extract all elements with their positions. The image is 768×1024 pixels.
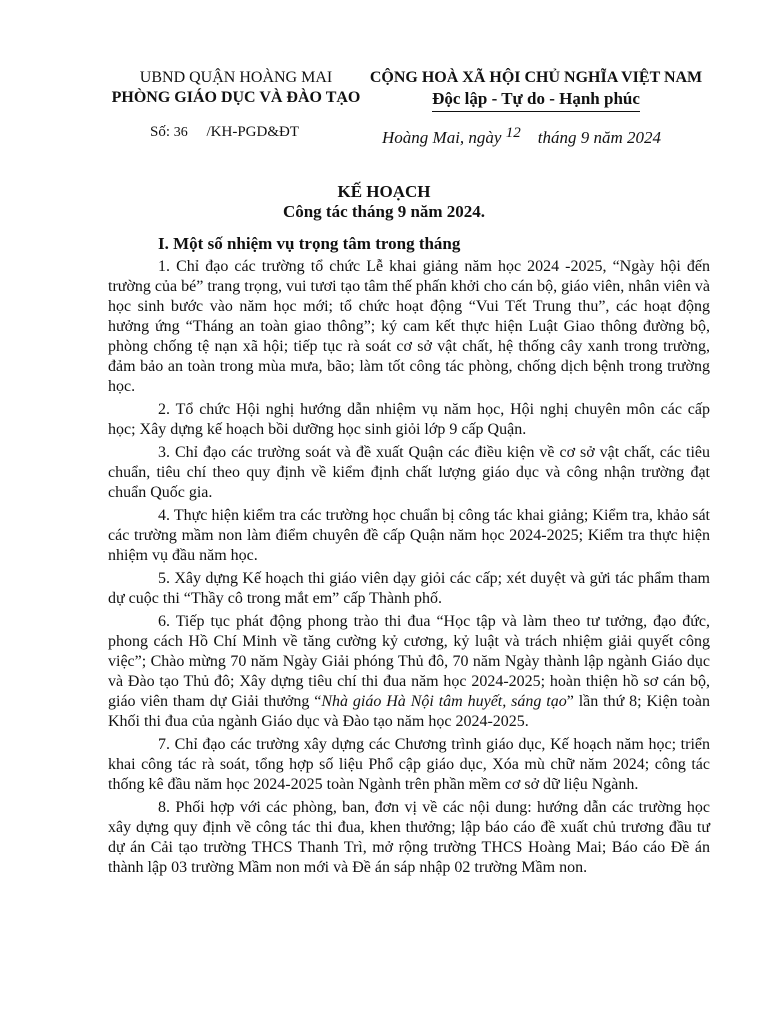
document-number bbox=[150, 122, 299, 143]
place-date-suffix: tháng 9 năm 2024 bbox=[520, 128, 661, 147]
issuing-authority bbox=[96, 68, 376, 108]
place-and-date bbox=[382, 125, 661, 148]
national-motto bbox=[366, 68, 706, 112]
award-name: Nhà giáo Hà Nội tâm huyết, sáng tạo bbox=[321, 693, 567, 710]
place-date-day: 12 bbox=[505, 125, 521, 141]
task-item-7: 7. Chỉ đạo các trường xây dựng các Chương trình giáo dục, Kế hoạch năm học; triển khai công tác rà soát, tổng hợp số liệu Phổ cập giáo dục, Xóa mù chữ năm 2024; công tác thống kê đầu năm học 2024-2025 toàn Ngành trên phần mềm cơ sở dữ liệu Ngành. bbox=[108, 736, 710, 793]
department-name: PHÒNG GIÁO DỤC VÀ ĐÀO TẠO bbox=[111, 89, 361, 106]
document-number-suffix: /KH-PGD&ĐT bbox=[187, 124, 300, 140]
task-item-3: 3. Chỉ đạo các trường soát và đề xuất Quận các điều kiện về cơ sở vật chất, các tiêu chuẩn, tiêu chí theo quy định về kiểm định chất lượng giáo dục và công nhận trường đạt chuẩn Quốc gia. bbox=[108, 444, 710, 501]
task-item-8: 8. Phối hợp với các phòng, ban, đơn vị về các nội dung: hướng dẫn các trường học xây dựng quy định về công tác thi đua, khen thưởng; lập báo cáo đề xuất chủ trương đầu tư dự án Cải tạo trường THCS Thanh Trì, mở rộng trường THCS Hoàng Mai; Báo cáo Đề án thành lập 03 trường Mầm non mới và Đề án sáp nhập 02 trường Mầm non. bbox=[108, 799, 710, 876]
country-name: CỘNG HOÀ XÃ HỘI CHỦ NGHĨA VIỆT NAM bbox=[369, 69, 703, 86]
document-subtitle: Công tác tháng 9 năm 2024. bbox=[282, 202, 486, 221]
motto: Độc lập - Tự do - Hạnh phúc bbox=[432, 88, 640, 112]
task-item-2: 2. Tổ chức Hội nghị hướng dẫn nhiệm vụ năm học, Hội nghị chuyên môn các cấp học; Xây dựng kế hoạch bồi dưỡng học sinh giỏi lớp 9 cấp Quận. bbox=[108, 401, 710, 438]
document-title: KẾ HOẠCH bbox=[337, 182, 431, 201]
district-committee-name: UBND QUẬN HOÀNG MAI bbox=[139, 69, 333, 86]
section-heading: I. Một số nhiệm vụ trọng tâm trong tháng bbox=[158, 234, 461, 253]
document-body bbox=[108, 233, 710, 881]
task-item-5: 5. Xây dựng Kế hoạch thi giáo viên dạy giỏi các cấp; xét duyệt và gửi tác phẩm tham dự cuộc thi “Thầy cô trong mắt em” cấp Thành phố. bbox=[108, 570, 710, 607]
document-number-prefix: Số: bbox=[150, 124, 174, 140]
task-item-6: 6. Tiếp tục phát động phong trào thi đua “Học tập và làm theo tư tưởng, đạo đức, phong cách Hồ Chí Minh về tăng cường kỷ cương, kỷ luật và trách nhiệm giải quyết công việc”; Chào mừng 70 năm Ngày Giải phóng Thủ đô, 70 năm Ngày thành lập ngành Giáo dục và Đào tạo Thủ đô; Xây dựng tiêu chí thi đua năm học 2024-2025; hoàn thiện hồ sơ cán bộ, giáo viên tham dự Giải thưởng “Nhà giáo Hà Nội tâm huyết, sáng tạo” lần thứ 8; Kiện toàn Khối thi đua của ngành Giáo dục và Đào tạo năm học 2024-2025. bbox=[108, 613, 711, 730]
task-item-4: 4. Thực hiện kiểm tra các trường học chuẩn bị công tác khai giảng; Kiểm tra, khảo sát các trường mầm non làm điểm chuyên đề cấp Quận năm học 2024-2025; Kiểm tra thực hiện nhiệm vụ đầu năm học. bbox=[108, 507, 710, 564]
place-date-prefix: Hoàng Mai, ngày bbox=[382, 128, 506, 147]
document-number-value: 36 bbox=[173, 125, 188, 140]
task-item-1: 1. Chỉ đạo các trường tổ chức Lễ khai giảng năm học 2024 -2025, “Ngày hội đến trường của bé” trang trọng, vui tươi tạo tâm thế phấn khởi cho cán bộ, giáo viên, nhân viên và học sinh bước vào năm học mới; tổ chức hoạt động “Vui Tết Trung thu”, các hoạt động hưởng ứng “Tháng an toàn giao thông”; ký cam kết thực hiện Luật Giao thông đường bộ, phòng chống tệ nạn xã hội; tiếp tục rà soát cơ sở vật chất, hệ thống cây xanh trong trường, đảm bảo an toàn trong mùa mưa, bão; làm tốt công tác phòng, chống dịch bệnh trong trường học. bbox=[108, 258, 710, 395]
